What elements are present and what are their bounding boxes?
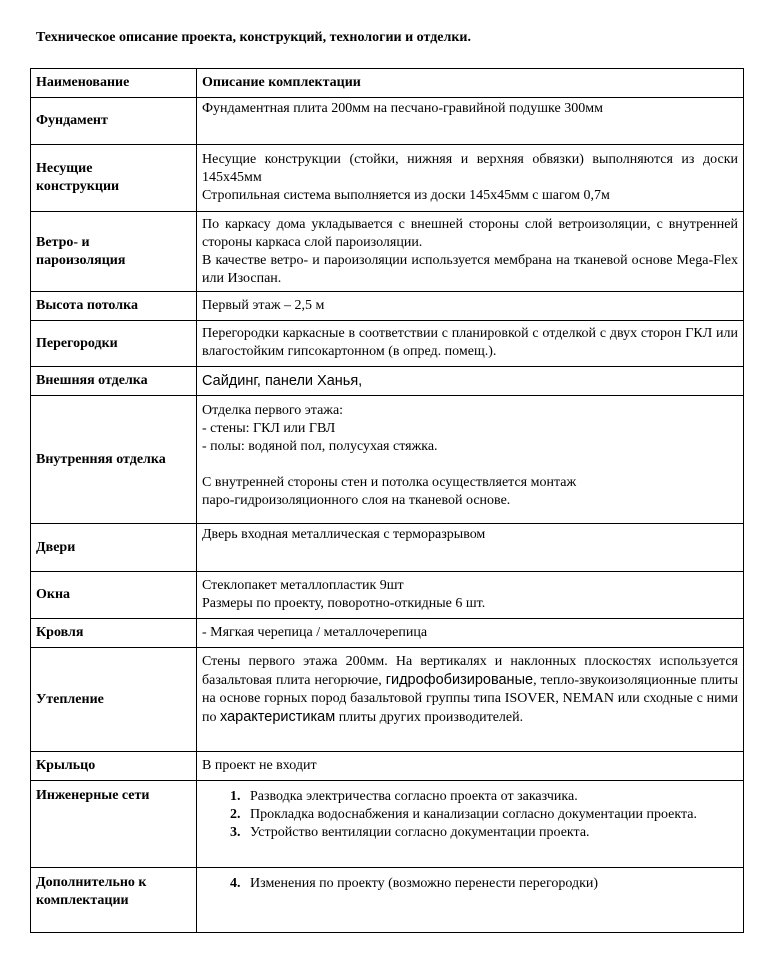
row-description: Несущие конструкции (стойки, нижняя и верхняя обвязки) выполняются из доски 145х45мм Стропильная система выполняется из доски 145х45мм с шагом 0,7м xyxy=(197,145,744,212)
row-description: Первый этаж – 2,5 м xyxy=(197,292,744,321)
row-seti xyxy=(31,781,744,868)
blank-line xyxy=(202,456,738,474)
header-name: Наименование xyxy=(31,69,197,98)
row-name: Двери xyxy=(31,524,197,572)
row-fundament xyxy=(31,98,744,145)
row-name: Внутренняя отделка xyxy=(31,396,197,524)
row-name: Перегородки xyxy=(31,321,197,367)
row-name: Внешняя отделка xyxy=(31,367,197,396)
row-description xyxy=(197,781,744,868)
specification-table xyxy=(30,68,744,933)
row-dopolnitelno xyxy=(31,868,744,933)
row-name: Кровля xyxy=(31,619,197,648)
row-name: Окна xyxy=(31,572,197,619)
row-name: Утепление xyxy=(31,648,197,752)
row-description: Дверь входная металлическая с терморазрывом xyxy=(197,524,744,572)
row-description: - Мягкая черепица / металлочерепица xyxy=(197,619,744,648)
row-description: Стены первого этажа 200мм. На вертикалях и наклонных плоскостях используется базальтовая плита негорючие, гидрофобизированые, тепло-звукоизоляционные плиты на основе горных пород базальтовой группы типа ISOVER, NEMAN или сходные с ними по характеристикам плиты других производителей. xyxy=(197,648,744,752)
row-description: Перегородки каркасные в соответствии с планировкой с отделкой с двух сторон ГКЛ или влагостойким гипсокартонном (в опред. помещ.). xyxy=(197,321,744,367)
row-description: Фундаментная плита 200мм на песчано-гравийной подушке 300мм xyxy=(197,98,744,145)
row-name: Ветро- и пароизоляция xyxy=(31,212,197,292)
list-item: 1. Разводка электричества согласно проекта от заказчика. xyxy=(244,788,738,806)
list-item: 4. Изменения по проекту (возможно перенести перегородки) xyxy=(244,875,738,893)
row-krylco xyxy=(31,752,744,781)
row-vnutrennyaya xyxy=(31,396,744,524)
row-name: Крыльцо xyxy=(31,752,197,781)
row-dveri xyxy=(31,524,744,572)
row-peregorodki xyxy=(31,321,744,367)
row-name: Высота потолка xyxy=(31,292,197,321)
row-krovlya xyxy=(31,619,744,648)
row-name: Несущие конструкции xyxy=(31,145,197,212)
row-uteplenie xyxy=(31,648,744,752)
row-name: Дополнительно к комплектации xyxy=(31,868,197,933)
row-okna xyxy=(31,572,744,619)
row-description: Стеклопакет металлопластик 9шт Размеры по проекту, поворотно-откидные 6 шт. xyxy=(197,572,744,619)
row-description: Отделка первого этажа: - стены: ГКЛ или ГВЛ - полы: водяной пол, полусухая стяжка. С внутренней стороны стен и потолка осуществляется монтаж паро-гидроизоляционного слоя на тканевой основе. xyxy=(197,396,744,524)
row-vneshnyaya xyxy=(31,367,744,396)
row-vysota xyxy=(31,292,744,321)
row-name: Фундамент xyxy=(31,98,197,145)
list-item: 3. Устройство вентиляции согласно документации проекта. xyxy=(244,824,738,842)
row-description: По каркасу дома укладывается с внешней стороны слой ветроизоляции, с внутренней стороны каркаса слой пароизоляции. В качестве ветро- и пароизоляции используется мембрана на тканевой основе Mega-Flex или Изоспан. xyxy=(197,212,744,292)
row-description: Сайдинг, панели Ханья, xyxy=(197,367,744,396)
row-veter xyxy=(31,212,744,292)
table-header-row xyxy=(31,69,744,98)
row-description xyxy=(197,868,744,933)
additional-list xyxy=(202,875,738,893)
row-nesushchie xyxy=(31,145,744,212)
row-description: В проект не входит xyxy=(197,752,744,781)
row-name: Инженерные сети xyxy=(31,781,197,868)
header-description: Описание комплектации xyxy=(197,69,744,98)
list-item: 2. Прокладка водоснабжения и канализации согласно документации проекта. xyxy=(244,806,738,824)
engineering-list xyxy=(202,788,738,842)
document-title: Техническое описание проекта, конструкций, технологии и отделки. xyxy=(36,30,471,45)
